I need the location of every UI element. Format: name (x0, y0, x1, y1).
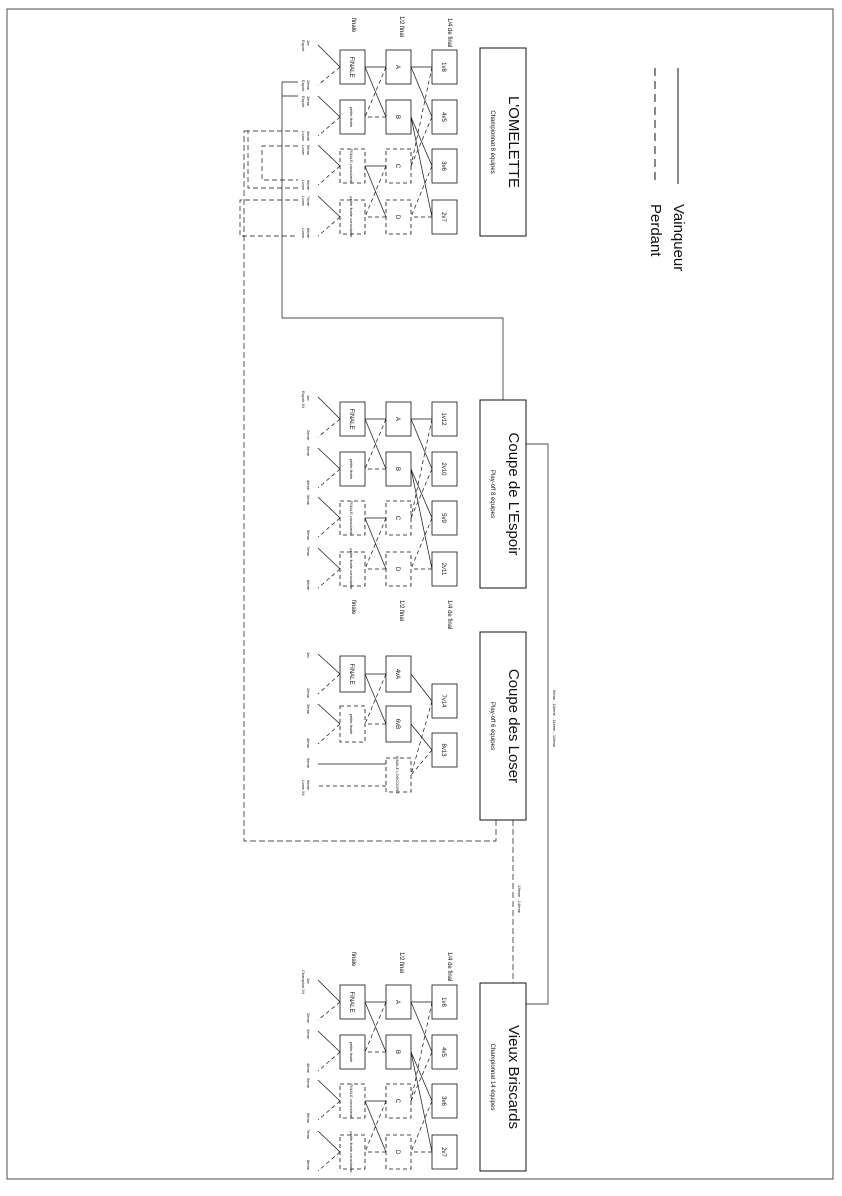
legend-winner-label: Vainqueur (670, 204, 687, 272)
omelette-quarter-match (432, 149, 457, 183)
omelette-place: 8ème (306, 228, 311, 239)
espoir-quarter-match (432, 402, 457, 436)
omelette-final-3: FINALE consolante (349, 148, 354, 184)
espoir-place: 2ème (306, 430, 311, 441)
vieux-quarter-match (432, 1035, 457, 1069)
vieux-quarter-label: 1/4 de final (446, 952, 452, 982)
omelette-placings (301, 40, 311, 239)
omelette-place: Loser (301, 228, 306, 239)
vieux-quarter-2: 4v5 (440, 1047, 446, 1057)
loser-place: 3ème (306, 704, 311, 715)
espoir-subtitle: Play-off 8 équipes (489, 470, 495, 518)
omelette-place: 3ème (306, 96, 311, 107)
group-omelette (240, 16, 526, 400)
loser-subtitle: Play-off 6 équipes (489, 702, 495, 750)
espoir-place: 6ème (306, 530, 311, 541)
omelette-place: 1er (306, 40, 311, 46)
espoir-place: Espoir 94 (301, 391, 306, 408)
vieux-title: Vieux Briscards (505, 1025, 522, 1129)
vieux-semi-label: 1/2 final (398, 952, 404, 974)
omelette-place: Espoir (301, 40, 306, 52)
omelette-semi-c: C (394, 163, 400, 169)
espoir-place: 1er (306, 395, 311, 401)
omelette-place: Espoir (301, 80, 306, 92)
omelette-place: 5ème (306, 145, 311, 156)
omelette-place: Loser (301, 131, 306, 142)
omelette-place: Loser (301, 145, 306, 156)
omelette-semi-match (386, 100, 411, 134)
omelette-transfer-lines (240, 82, 503, 400)
vieux-semi-d: D (394, 1149, 400, 1155)
legend-loser-label: Perdant (647, 204, 664, 257)
vieux-final-3: FINALE consolante (349, 1083, 354, 1119)
espoir-semi-d: D (394, 566, 400, 572)
vieux-semi-match (386, 985, 411, 1019)
omelette-place: Espoir (301, 96, 306, 108)
vieux-final-2: petite finale (349, 1041, 354, 1063)
loser-quarter-2: 8v13 (440, 743, 446, 757)
omelette-quarter-1: 1v8 (440, 62, 446, 72)
espoir-final-2: petite finale (349, 458, 354, 480)
vieux-quarter-1: 1v8 (440, 997, 446, 1007)
omelette-final-match (340, 100, 365, 134)
espoir-final-1: FINALE (348, 408, 354, 430)
loser-semi-match (386, 656, 411, 692)
omelette-place: 2ème (306, 80, 311, 91)
espoir-quarter-1: 1v12 (440, 412, 446, 426)
vieux-place: 2ème (306, 1013, 311, 1024)
vieux-semi-match (386, 1135, 411, 1169)
espoir-quarter-match (432, 552, 457, 586)
loser-quarter-1: 7v14 (440, 694, 446, 708)
loser-title: Coupe des Loser (505, 668, 522, 784)
espoir-semi-c: C (394, 515, 400, 521)
vieux-place: 5ème (306, 1078, 311, 1089)
vieux-semi-match (386, 1084, 411, 1118)
omelette-place: 7ème (306, 196, 311, 207)
loser-vieux-connector-label: 13ème - 14ème (517, 885, 522, 914)
loser-final-match (386, 756, 411, 794)
espoir-semi-label: 1/2 final (398, 600, 404, 622)
espoir-semi-match (386, 501, 411, 535)
vieux-subtitle: Championnat 14 équipes (489, 1043, 495, 1111)
omelette-semi-match (386, 200, 411, 234)
group-espoir (301, 391, 526, 629)
omelette-final-match (340, 197, 365, 239)
espoir-quarter-3: 5v9 (440, 513, 446, 523)
espoir-place: 5ème (306, 495, 311, 506)
omelette-semi-label: 1/2 final (398, 16, 404, 38)
espoir-final-match (340, 549, 365, 591)
vieux-placings (301, 970, 311, 1171)
vieux-final-match (340, 1084, 365, 1119)
loser-final-match (340, 706, 365, 742)
omelette-quarter-match (432, 100, 457, 134)
espoir-placings (301, 391, 311, 591)
vieux-semi-b: B (394, 1049, 400, 1055)
vieux-quarter-3: 3v6 (440, 1096, 446, 1106)
espoir-quarter-4: 2v11 (440, 562, 446, 576)
espoir-place: 8ème (306, 580, 311, 591)
group-vieux (301, 952, 526, 1173)
omelette-final-2: petite finale (349, 106, 354, 128)
vieux-place: 8ème (306, 1160, 311, 1171)
legend (647, 68, 687, 271)
espoir-final-match (340, 452, 365, 486)
omelette-semi-b: B (394, 114, 400, 120)
vieux-semi-match (386, 1035, 411, 1069)
vieux-semi-c: C (394, 1098, 400, 1104)
espoir-title: Coupe de L'Espoir (505, 432, 522, 556)
espoir-semi-match (386, 452, 411, 486)
espoir-semi-b: B (394, 466, 400, 472)
omelette-quarter-2: 4v5 (440, 112, 446, 122)
omelette-final-1: FINALE (348, 56, 354, 78)
omelette-final-4: petite finale consolante (349, 196, 354, 238)
vieux-place: 1er (306, 978, 311, 984)
espoir-vieux-connector-label: 9ème - 10ème - 11ème - 12ème (552, 690, 557, 748)
loser-place: Loser 94 (301, 780, 306, 796)
espoir-quarter-2: 2v10 (440, 462, 446, 476)
espoir-place: 3ème (306, 446, 311, 457)
vieux-final-label: finale (350, 952, 356, 967)
vieux-place: 3ème (306, 1029, 311, 1040)
espoir-final-label: finale (350, 600, 356, 615)
omelette-semi-d: D (394, 214, 400, 220)
espoir-semi-match (386, 402, 411, 436)
loser-quarter-match (432, 733, 457, 767)
vieux-quarter-match (432, 985, 457, 1019)
vieux-place: 7ème (306, 1129, 311, 1140)
loser-place: 5ème (306, 758, 311, 769)
omelette-place: 6ème (306, 180, 311, 191)
omelette-place: 4ème (306, 131, 311, 142)
loser-semi-match (386, 706, 411, 742)
omelette-quarter-4: 2v7 (440, 212, 446, 222)
espoir-place: 7ème (306, 546, 311, 557)
espoir-quarter-match (432, 452, 457, 486)
omelette-title: L'OMELETTE (505, 95, 522, 189)
vieux-final-1: FINALE (348, 991, 354, 1013)
espoir-quarter-match (432, 501, 457, 535)
omelette-semi-match (386, 50, 411, 84)
omelette-semi-match (386, 149, 411, 183)
vieux-final-match (340, 1035, 365, 1069)
vieux-final-match (340, 1132, 365, 1174)
espoir-final-4: petite finale consolante (349, 548, 354, 590)
espoir-quarter-label: 1/4 de final (446, 600, 452, 630)
loser-final-match (340, 656, 365, 692)
loser-final-2: petite finale (349, 713, 354, 735)
page-border (7, 9, 833, 1179)
espoir-final-match (340, 402, 365, 436)
vieux-semi-a: A (394, 999, 400, 1005)
vieux-quarter-4: 2v7 (440, 1147, 446, 1157)
vieux-place: Champion 94 (301, 970, 306, 994)
vieux-final-match (340, 985, 365, 1019)
omelette-place: Loser (301, 196, 306, 207)
omelette-quarter-match (432, 50, 457, 84)
omelette-final-label: finale (350, 18, 356, 33)
omelette-final-match (340, 149, 365, 184)
loser-bracket-lines (318, 654, 432, 786)
loser-quarter-match (432, 684, 457, 718)
vieux-quarter-match (432, 1084, 457, 1118)
omelette-bracket-lines (318, 45, 432, 236)
vieux-bracket-lines (318, 980, 432, 1171)
loser-semi-1: 4vA (394, 668, 400, 680)
espoir-semi-a: A (394, 416, 400, 422)
espoir-final-match (340, 501, 365, 536)
vieux-place: 6ème (306, 1113, 311, 1124)
omelette-quarter-label: 1/4 de final (446, 18, 452, 48)
vieux-final-4: petite finale consolante (349, 1131, 354, 1173)
loser-place: 4ème (306, 738, 311, 749)
omelette-subtitle: Championnat 8 équipes (489, 110, 495, 174)
vieux-quarter-match (432, 1135, 457, 1169)
omelette-quarter-3: 3v6 (440, 161, 446, 171)
loser-place: 6ème (306, 780, 311, 791)
espoir-place: 4ème (306, 480, 311, 491)
omelette-final-match (340, 50, 365, 84)
espoir-bracket-lines (318, 397, 432, 588)
omelette-semi-a: A (394, 64, 400, 70)
espoir-final-3: FINALE consolante (349, 500, 354, 536)
loser-place: 1er (306, 652, 311, 658)
vieux-place: 4ème (306, 1063, 311, 1074)
omelette-place: Loser (301, 180, 306, 191)
loser-semi-2: 6vB (394, 718, 400, 730)
loser-placings (301, 652, 311, 796)
loser-place: 2ème (306, 688, 311, 699)
loser-final-3: FINALE LOSCOGRE (395, 756, 400, 794)
espoir-semi-match (386, 552, 411, 586)
espoir-vieux-connector (526, 444, 548, 1004)
omelette-quarter-match (432, 200, 457, 234)
loser-final-1: FINALE (348, 663, 354, 685)
